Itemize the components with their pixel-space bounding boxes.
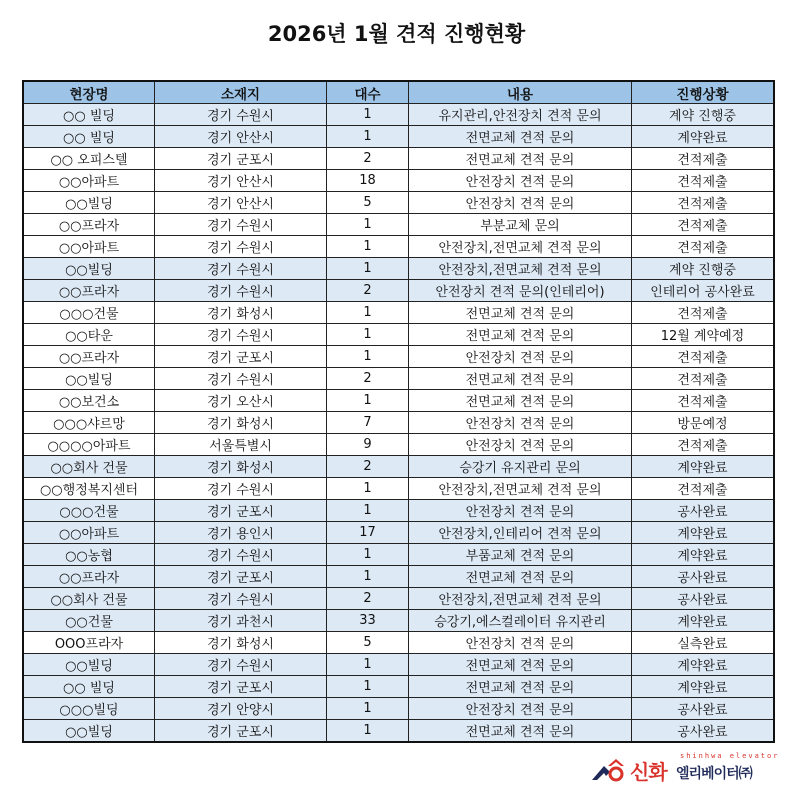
cell-location: 경기 군포시: [155, 566, 327, 588]
cell-location: 경기 군포시: [155, 500, 327, 522]
table-row: [23, 566, 774, 588]
cell-status: 계약 진행중: [632, 104, 775, 126]
cell-quantity: 2: [327, 456, 409, 478]
cell-content: 전면교체 견적 문의: [409, 302, 632, 324]
cell-content: 안전장치,전면교체 견적 문의: [409, 258, 632, 280]
cell-location: 경기 수원시: [155, 544, 327, 566]
cell-location: 경기 오산시: [155, 390, 327, 412]
header-site-name: 현장명: [23, 81, 155, 104]
cell-location: 경기 수원시: [155, 324, 327, 346]
table-row: [23, 698, 774, 720]
cell-site-name: ○○빌딩: [23, 368, 155, 390]
cell-content: 전면교체 견적 문의: [409, 654, 632, 676]
table-row: [23, 214, 774, 236]
cell-content: 안전장치 견적 문의: [409, 170, 632, 192]
page-title: 2026년 1월 견적 진행현황: [267, 22, 526, 46]
cell-status: 공사완료: [632, 500, 775, 522]
cell-site-name: ○○ 빌딩: [23, 126, 155, 148]
cell-status: 견적제출: [632, 434, 775, 456]
table-row: [23, 258, 774, 280]
cell-location: 경기 과천시: [155, 610, 327, 632]
cell-content: 전면교체 견적 문의: [409, 126, 632, 148]
cell-site-name: ○○보건소: [23, 390, 155, 412]
cell-quantity: 1: [327, 104, 409, 126]
cell-quantity: 1: [327, 698, 409, 720]
cell-status: 견적제출: [632, 214, 775, 236]
cell-status: 견적제출: [632, 302, 775, 324]
table-header-row: [23, 81, 774, 104]
cell-site-name: ○○ 빌딩: [23, 676, 155, 698]
cell-status: 공사완료: [632, 698, 775, 720]
cell-location: 경기 안산시: [155, 192, 327, 214]
table-row: [23, 324, 774, 346]
cell-quantity: 2: [327, 588, 409, 610]
cell-quantity: 1: [327, 478, 409, 500]
table-body: [23, 104, 774, 743]
cell-status: 계약완료: [632, 126, 775, 148]
cell-status: 인테리어 공사완료: [632, 280, 775, 302]
cell-quantity: 33: [327, 610, 409, 632]
cell-location: 경기 화성시: [155, 302, 327, 324]
table-row: [23, 236, 774, 258]
cell-site-name: ○○아파트: [23, 522, 155, 544]
cell-status: 공사완료: [632, 588, 775, 610]
cell-quantity: 18: [327, 170, 409, 192]
cell-site-name: ○○회사 건물: [23, 456, 155, 478]
cell-content: 안전장치,전면교체 견적 문의: [409, 236, 632, 258]
cell-quantity: 5: [327, 192, 409, 214]
header-status: 진행상황: [632, 81, 775, 104]
cell-quantity: 2: [327, 280, 409, 302]
cell-status: 계약완료: [632, 654, 775, 676]
cell-location: 경기 수원시: [155, 654, 327, 676]
cell-location: 경기 용인시: [155, 522, 327, 544]
cell-content: 안전장치 견적 문의: [409, 632, 632, 654]
cell-quantity: 1: [327, 390, 409, 412]
cell-quantity: 1: [327, 566, 409, 588]
cell-status: 공사완료: [632, 720, 775, 743]
cell-status: 견적제출: [632, 236, 775, 258]
cell-location: 경기 화성시: [155, 632, 327, 654]
cell-content: 안전장치 견적 문의: [409, 346, 632, 368]
company-logo: [590, 752, 790, 786]
cell-location: 경기 군포시: [155, 148, 327, 170]
cell-quantity: 1: [327, 214, 409, 236]
cell-content: 승강기,에스컬레이터 유지관리: [409, 610, 632, 632]
cell-status: 방문예정: [632, 412, 775, 434]
cell-quantity: 5: [327, 632, 409, 654]
cell-status: 계약완료: [632, 456, 775, 478]
table-row: [23, 478, 774, 500]
cell-quantity: 1: [327, 302, 409, 324]
cell-location: 경기 수원시: [155, 478, 327, 500]
cell-location: 경기 화성시: [155, 456, 327, 478]
table-row: [23, 434, 774, 456]
cell-site-name: OOO프라자: [23, 632, 155, 654]
cell-site-name: ○○프라자: [23, 214, 155, 236]
cell-location: 경기 군포시: [155, 676, 327, 698]
table-row: [23, 126, 774, 148]
cell-location: 경기 안산시: [155, 170, 327, 192]
cell-quantity: 1: [327, 236, 409, 258]
cell-content: 전면교체 견적 문의: [409, 148, 632, 170]
cell-quantity: 1: [327, 500, 409, 522]
cell-location: 경기 군포시: [155, 346, 327, 368]
logo-sub: 엘리베이터㈜: [676, 766, 752, 782]
cell-status: 계약 진행중: [632, 258, 775, 280]
cell-status: 계약완료: [632, 544, 775, 566]
cell-status: 견적제출: [632, 346, 775, 368]
cell-site-name: ○○빌딩: [23, 654, 155, 676]
cell-status: 실측완료: [632, 632, 775, 654]
cell-content: 안전장치 견적 문의: [409, 500, 632, 522]
cell-quantity: 17: [327, 522, 409, 544]
cell-site-name: ○○아파트: [23, 236, 155, 258]
cell-quantity: 9: [327, 434, 409, 456]
cell-site-name: ○○농협: [23, 544, 155, 566]
cell-location: 경기 수원시: [155, 258, 327, 280]
cell-site-name: ○○빌딩: [23, 192, 155, 214]
cell-quantity: 2: [327, 368, 409, 390]
cell-content: 안전장치,전면교체 견적 문의: [409, 588, 632, 610]
cell-site-name: ○○건물: [23, 610, 155, 632]
table-row: [23, 720, 774, 743]
cell-location: 서울특별시: [155, 434, 327, 456]
header-content: 내용: [409, 81, 632, 104]
cell-content: 부품교체 견적 문의: [409, 544, 632, 566]
cell-content: 안전장치 견적 문의: [409, 412, 632, 434]
cell-location: 경기 수원시: [155, 236, 327, 258]
header-quantity: 대수: [327, 81, 409, 104]
cell-quantity: 2: [327, 148, 409, 170]
table-row: [23, 632, 774, 654]
cell-site-name: ○○ 오피스텔: [23, 148, 155, 170]
cell-content: 부분교체 문의: [409, 214, 632, 236]
cell-content: 전면교체 견적 문의: [409, 368, 632, 390]
cell-content: 안전장치 견적 문의: [409, 698, 632, 720]
logo-mark-icon: [590, 758, 628, 782]
cell-site-name: ○○○건물: [23, 302, 155, 324]
table-row: [23, 610, 774, 632]
table-row: [23, 500, 774, 522]
cell-location: 경기 안산시: [155, 126, 327, 148]
cell-content: 승강기 유지관리 문의: [409, 456, 632, 478]
table-row: [23, 544, 774, 566]
cell-content: 유지관리,안전장치 견적 문의: [409, 104, 632, 126]
cell-site-name: ○○○샤르망: [23, 412, 155, 434]
table-row: [23, 302, 774, 324]
cell-content: 전면교체 견적 문의: [409, 566, 632, 588]
cell-site-name: ○○○빌딩: [23, 698, 155, 720]
cell-status: 견적제출: [632, 478, 775, 500]
cell-content: 전면교체 견적 문의: [409, 390, 632, 412]
cell-status: 견적제출: [632, 148, 775, 170]
header-location: 소재지: [155, 81, 327, 104]
cell-content: 전면교체 견적 문의: [409, 676, 632, 698]
cell-location: 경기 수원시: [155, 280, 327, 302]
cell-location: 경기 수원시: [155, 104, 327, 126]
cell-location: 경기 안양시: [155, 698, 327, 720]
quote-status-table: [22, 80, 775, 743]
cell-site-name: ○○빌딩: [23, 258, 155, 280]
cell-quantity: 1: [327, 126, 409, 148]
cell-content: 안전장치,전면교체 견적 문의: [409, 478, 632, 500]
table-row: [23, 170, 774, 192]
cell-status: 공사완료: [632, 566, 775, 588]
cell-status: 견적제출: [632, 192, 775, 214]
table-row: [23, 654, 774, 676]
cell-site-name: ○○행정복지센터: [23, 478, 155, 500]
table-row: [23, 148, 774, 170]
cell-site-name: ○○빌딩: [23, 720, 155, 743]
table-row: [23, 588, 774, 610]
cell-content: 안전장치 견적 문의: [409, 192, 632, 214]
logo-brand: 신화: [630, 760, 667, 784]
cell-site-name: ○○아파트: [23, 170, 155, 192]
table-row: [23, 368, 774, 390]
cell-status: 견적제출: [632, 368, 775, 390]
cell-status: 견적제출: [632, 170, 775, 192]
table-row: [23, 676, 774, 698]
cell-status: 12월 계약예정: [632, 324, 775, 346]
table-row: [23, 522, 774, 544]
table-row: [23, 456, 774, 478]
cell-quantity: 1: [327, 324, 409, 346]
logo-english: shinhwa elevator: [680, 752, 780, 760]
cell-quantity: 1: [327, 544, 409, 566]
cell-quantity: 1: [327, 654, 409, 676]
table-row: [23, 280, 774, 302]
cell-status: 견적제출: [632, 390, 775, 412]
cell-site-name: ○○ 빌딩: [23, 104, 155, 126]
cell-location: 경기 수원시: [155, 368, 327, 390]
cell-content: 안전장치,인테리어 견적 문의: [409, 522, 632, 544]
cell-quantity: 1: [327, 258, 409, 280]
table-row: [23, 104, 774, 126]
cell-site-name: ○○타운: [23, 324, 155, 346]
cell-quantity: 1: [327, 346, 409, 368]
cell-status: 계약완료: [632, 676, 775, 698]
cell-site-name: ○○회사 건물: [23, 588, 155, 610]
table-row: [23, 346, 774, 368]
cell-site-name: ○○○○아파트: [23, 434, 155, 456]
cell-location: 경기 화성시: [155, 412, 327, 434]
cell-content: 안전장치 견적 문의: [409, 434, 632, 456]
cell-quantity: 1: [327, 676, 409, 698]
cell-location: 경기 수원시: [155, 214, 327, 236]
cell-site-name: ○○프라자: [23, 566, 155, 588]
cell-location: 경기 군포시: [155, 720, 327, 743]
cell-location: 경기 수원시: [155, 588, 327, 610]
table-row: [23, 412, 774, 434]
cell-quantity: 1: [327, 720, 409, 743]
cell-site-name: ○○○건물: [23, 500, 155, 522]
cell-site-name: ○○프라자: [23, 280, 155, 302]
cell-site-name: ○○프라자: [23, 346, 155, 368]
cell-content: 안전장치 견적 문의(인테리어): [409, 280, 632, 302]
cell-content: 전면교체 견적 문의: [409, 324, 632, 346]
cell-status: 계약완료: [632, 522, 775, 544]
cell-content: 전면교체 견적 문의: [409, 720, 632, 743]
table-row: [23, 390, 774, 412]
table-row: [23, 192, 774, 214]
cell-quantity: 7: [327, 412, 409, 434]
cell-status: 계약완료: [632, 610, 775, 632]
